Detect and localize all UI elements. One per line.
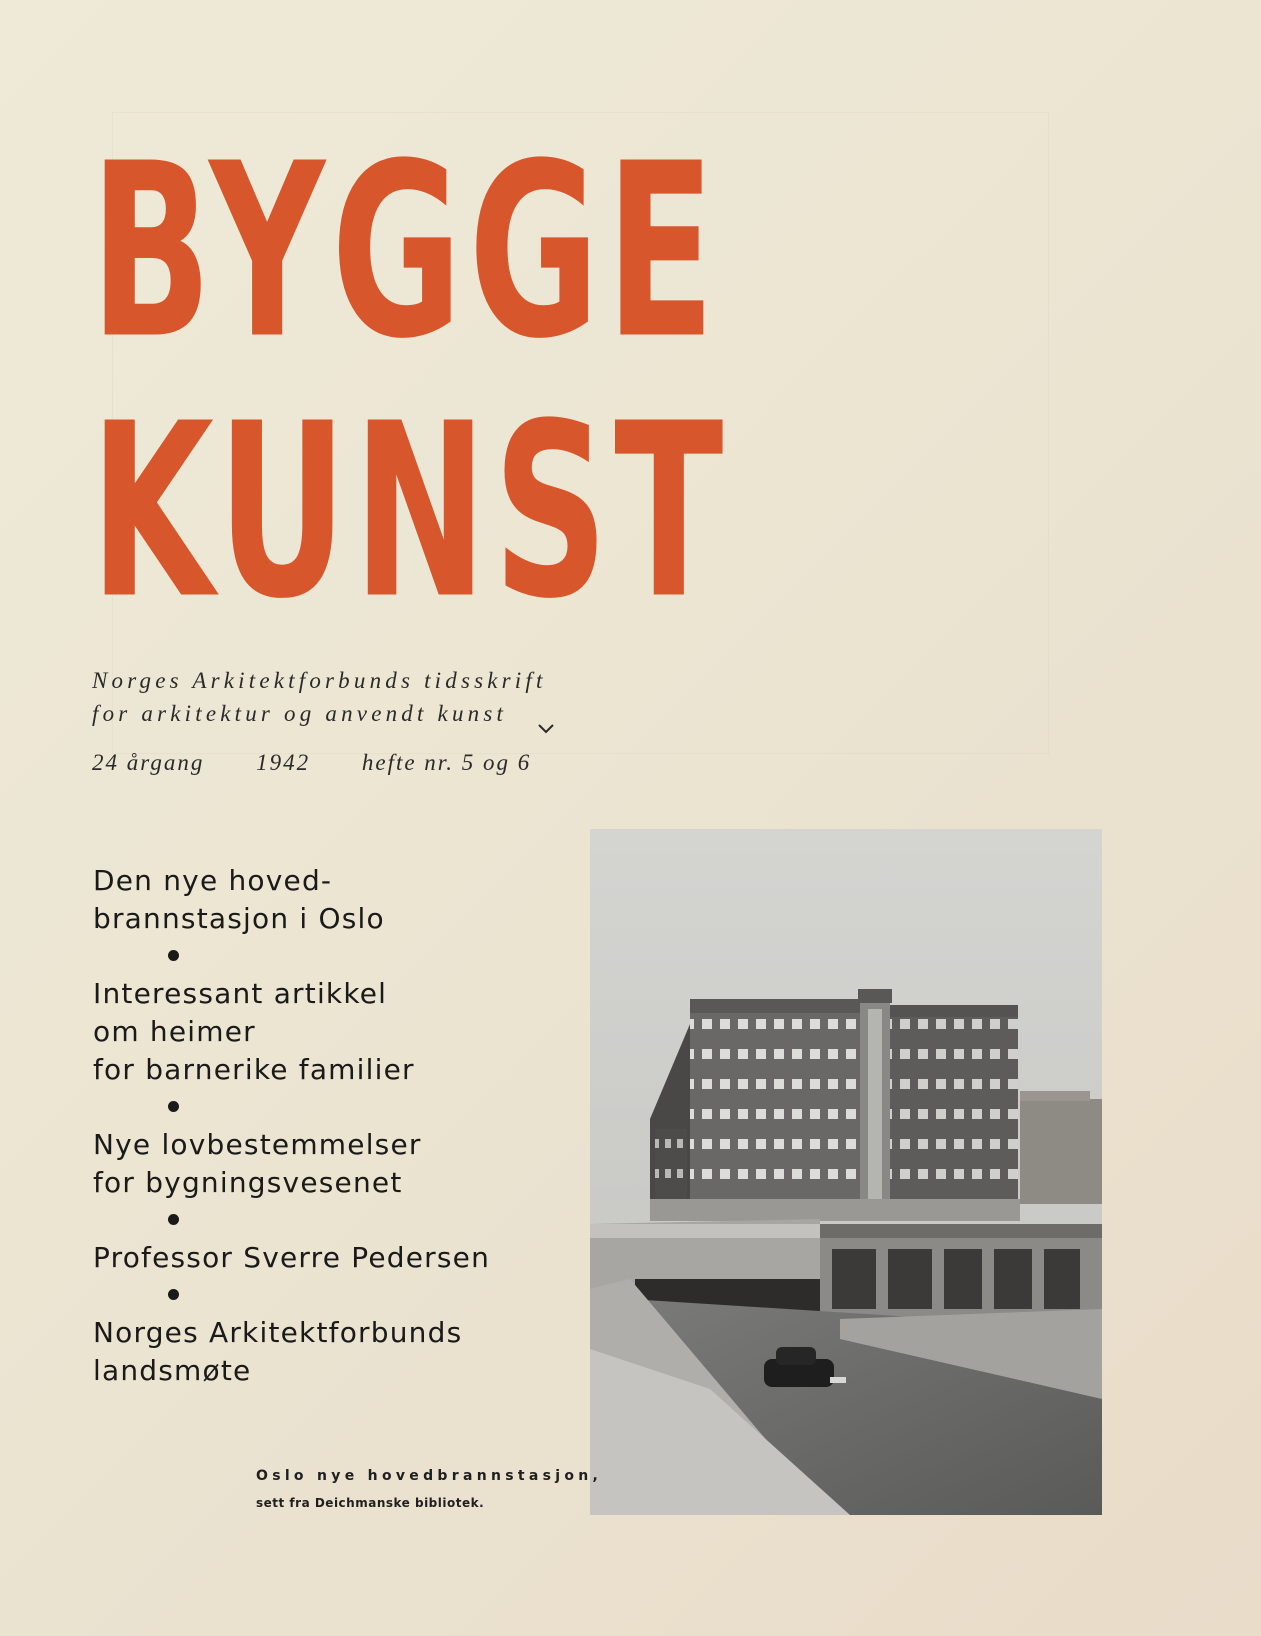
bullet-separator-icon bbox=[168, 1101, 179, 1112]
contents-item: Interessant artikkel om heimer for barnerike familier bbox=[93, 977, 415, 1086]
bullet-separator-icon bbox=[168, 950, 179, 961]
volume-label: 24 årgang bbox=[92, 750, 205, 775]
masthead-subtitle-line1: Norges Arkitektforbunds tidsskrift bbox=[92, 668, 547, 693]
contents-item: Norges Arkitektforbunds landsmøte bbox=[93, 1316, 463, 1387]
year-label: 1942 bbox=[256, 750, 311, 775]
caron-mark-icon bbox=[538, 724, 554, 734]
cover-photo-fire-station bbox=[590, 829, 1102, 1515]
contents-item: Nye lovbestemmelser for bygningsvesenet bbox=[93, 1128, 422, 1199]
photo-caption-line1: Oslo nye hovedbrannstasjon, bbox=[256, 1468, 603, 1484]
bullet-separator-icon bbox=[168, 1214, 179, 1225]
masthead-subtitle-line2: for arkitektur og anvendt kunst bbox=[92, 701, 508, 726]
masthead-title-line2: KUNST bbox=[90, 371, 730, 652]
contents-list bbox=[93, 862, 563, 1390]
contents-item: Den nye hoved- brannstasjon i Oslo bbox=[93, 864, 385, 935]
building-photo-illustration bbox=[590, 829, 1102, 1515]
masthead-title-line1: BYGGE bbox=[90, 111, 722, 392]
photo-caption bbox=[256, 1468, 602, 1510]
issue-label: hefte nr. 5 og 6 bbox=[361, 750, 532, 775]
contents-item: Professor Sverre Pedersen bbox=[93, 1241, 491, 1274]
photo-caption-line2: sett fra Deichmanske bibliotek. bbox=[256, 1496, 485, 1510]
issue-info bbox=[92, 750, 531, 776]
bullet-separator-icon bbox=[168, 1289, 179, 1300]
